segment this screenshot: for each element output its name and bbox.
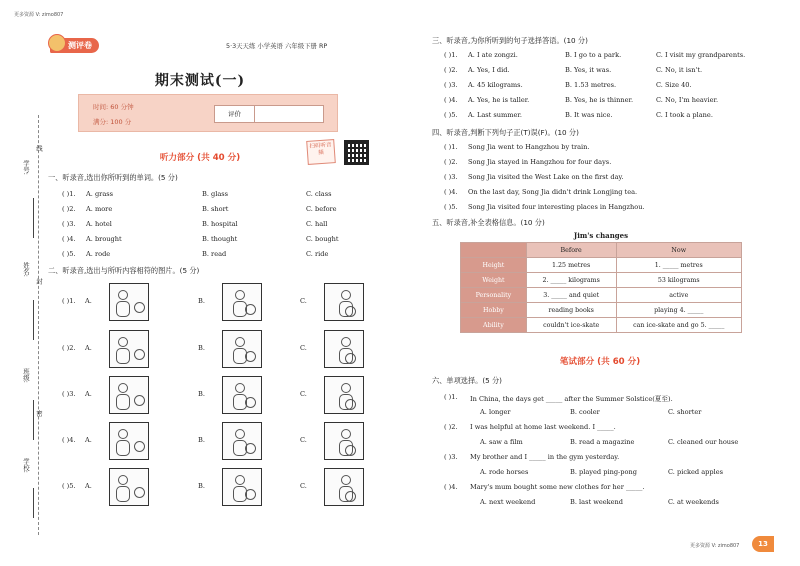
option-b: B. [198, 390, 205, 398]
s3-item [444, 111, 784, 121]
scene-object-icon [134, 487, 145, 498]
option-c: C. [300, 482, 307, 490]
row-label: Height [461, 258, 527, 273]
cell-before[interactable]: 3. _____ and quiet [526, 288, 616, 303]
section-5-heading: 五、听录音,补全表格信息。(10 分) [432, 218, 545, 227]
section-1-heading: 一、听录音,选出你所听到的单词。(5 分) [48, 173, 178, 182]
answer-blank[interactable]: ( )1. [444, 143, 458, 151]
scene-object-icon [345, 353, 356, 364]
side-class-label: 班级: [22, 368, 30, 383]
answer-blank[interactable]: ( )3. [62, 390, 76, 398]
figure-head-icon [235, 337, 245, 347]
cell-now[interactable]: can ice-skate and go 5. _____ [616, 318, 742, 333]
option-b: B. [198, 482, 205, 490]
scene-object-icon [345, 445, 356, 456]
table-header-row [461, 243, 742, 258]
option-c: C. No, it isn't. [656, 66, 703, 74]
s1-item [62, 235, 392, 245]
option-a: A. more [86, 205, 113, 213]
s1-item [62, 190, 392, 200]
option-illustration[interactable] [324, 330, 364, 368]
option-c: C. ride [306, 250, 329, 258]
s6-options [468, 438, 778, 448]
option-illustration[interactable] [324, 468, 364, 506]
option-b: B. played ping-pong [570, 468, 637, 476]
option-c: C. No, I'm heavier. [656, 96, 719, 104]
figure-head-icon [341, 429, 351, 439]
grade-label: 评价 [215, 106, 255, 122]
option-c: C. before [306, 205, 337, 213]
figure-head-icon [235, 429, 245, 439]
s6-options [468, 468, 778, 478]
option-c: C. I visit my grandparents. [656, 51, 746, 59]
option-c: C. [300, 297, 307, 305]
figure-head-icon [235, 290, 245, 300]
s3-item [444, 51, 784, 61]
figure-body-icon [116, 301, 130, 317]
cell-before: 1.25 metres [526, 258, 616, 273]
figure-body-icon [116, 440, 130, 456]
answer-blank[interactable]: ( )3. [444, 81, 458, 89]
side-secret-mark: 密 [35, 410, 43, 417]
s1-item [62, 250, 392, 260]
s6-options [468, 498, 778, 508]
row-label: Ability [461, 318, 527, 333]
figure-body-icon [116, 486, 130, 502]
answer-blank[interactable]: ( )2. [62, 344, 76, 352]
binding-line [38, 115, 39, 535]
option-a: A. rode horses [480, 468, 529, 476]
section-6-heading: 六、单项选择。(5 分) [432, 376, 502, 385]
table-title: Jim's changes [573, 231, 629, 240]
section-2-heading: 二、听录音,选出与所听内容相符的图片。(5 分) [48, 266, 200, 275]
option-b: B. hospital [202, 220, 238, 228]
option-illustration[interactable] [222, 422, 262, 460]
scene-object-icon [345, 491, 356, 502]
option-b: B. Yes, he is thinner. [565, 96, 634, 104]
row-label: Weight [461, 273, 527, 288]
watermark-bottom: 更多资源 V: zimo807 [690, 543, 740, 549]
scene-object-icon [245, 351, 256, 362]
figure-head-icon [341, 290, 351, 300]
side-line-mark: 线 [35, 145, 43, 152]
table-row [461, 273, 742, 288]
answer-blank[interactable]: ( )1. [444, 51, 458, 59]
statement: On the last day, Song Jia didn't drink Longjing tea. [468, 188, 638, 196]
option-illustration[interactable] [109, 422, 149, 460]
grade-box [214, 105, 324, 123]
statement: Song Jia visited the West Lake on the first day. [468, 173, 624, 181]
option-a: A. [85, 297, 92, 305]
option-c: C. cleaned our house [668, 438, 739, 446]
figure-body-icon [116, 394, 130, 410]
option-c: C. class [306, 190, 332, 198]
answer-blank[interactable]: ( )3. [62, 220, 76, 228]
option-a: A. I ate zongzi. [468, 51, 518, 59]
table-row [461, 303, 742, 318]
option-a: A. hotel [86, 220, 112, 228]
option-a: A. [85, 482, 92, 490]
question-text: My brother and I _____ in the gym yesterday. [470, 453, 620, 461]
row-label: Hobby [461, 303, 527, 318]
cell-now[interactable]: 1. _____ metres [616, 258, 742, 273]
side-seal-mark: 封 [35, 278, 43, 285]
scene-object-icon [134, 395, 145, 406]
question-text: In China, the days get _____ after the Summer Solstice(夏至). [470, 395, 673, 403]
option-b: B. I go to a park. [565, 51, 622, 59]
answer-blank[interactable]: ( )1. [62, 190, 76, 198]
answer-blank[interactable]: ( )2. [62, 205, 76, 213]
answer-blank[interactable]: ( )1. [444, 393, 458, 401]
section-4-heading: 四、听录音,判断下列句子正(T)误(F)。(10 分) [432, 128, 579, 137]
side-school-label: 学校: [22, 458, 30, 473]
answer-blank[interactable]: ( )3. [444, 453, 458, 461]
s1-item [62, 205, 392, 215]
figure-head-icon [341, 337, 351, 347]
section-3-heading: 三、听录音,为你所听到的句子选择答语。(10 分) [432, 36, 588, 45]
figure-head-icon [118, 429, 128, 439]
changes-table [460, 242, 742, 333]
info-box [78, 94, 338, 132]
s3-item [444, 96, 784, 106]
figure-head-icon [235, 383, 245, 393]
answer-blank[interactable]: ( )2. [444, 158, 458, 166]
s3-item [444, 66, 784, 76]
question-text: I was helpful at home last weekend. I _____. [470, 423, 616, 431]
scene-object-icon [345, 306, 356, 317]
option-c: C. at weekends [668, 498, 719, 506]
option-illustration[interactable] [222, 330, 262, 368]
audio-seal: 扫码听音频 [306, 139, 336, 165]
option-c: C. Size 40. [656, 81, 692, 89]
cell-now: 53 kilograms [616, 273, 742, 288]
option-c: C. [300, 344, 307, 352]
statement: Song Jia stayed in Hangzhou for four days. [468, 158, 612, 166]
option-a: A. [85, 390, 92, 398]
answer-blank[interactable]: ( )3. [444, 173, 458, 181]
option-b: B. glass [202, 190, 229, 198]
table-row [461, 258, 742, 273]
option-illustration[interactable] [109, 376, 149, 414]
answer-blank[interactable]: ( )4. [444, 96, 458, 104]
figure-head-icon [235, 475, 245, 485]
option-a: A. brought [86, 235, 122, 243]
answer-blank[interactable]: ( )4. [444, 483, 458, 491]
cell-now: active [616, 288, 742, 303]
scene-object-icon [245, 397, 256, 408]
page-title: 期末测试(一) [154, 73, 246, 89]
option-b: B. It was nice. [565, 111, 613, 119]
option-a: A. 45 kilograms. [468, 81, 523, 89]
scene-object-icon [134, 441, 145, 452]
option-c: C. I took a plane. [656, 111, 713, 119]
option-b: B. last weekend [570, 498, 624, 506]
option-b: B. [198, 297, 205, 305]
written-part-heading: 笔试部分 (共 60 分) [559, 357, 641, 367]
answer-blank[interactable]: ( )5. [444, 203, 458, 211]
s1-item [62, 220, 392, 230]
option-illustration[interactable] [109, 330, 149, 368]
option-illustration[interactable] [109, 283, 149, 321]
answer-blank[interactable]: ( )4. [62, 436, 76, 444]
figure-head-icon [341, 383, 351, 393]
option-a: A. [85, 436, 92, 444]
answer-blank[interactable]: ( )2. [444, 66, 458, 74]
option-illustration[interactable] [324, 283, 364, 321]
option-a: A. next weekend [480, 498, 536, 506]
option-illustration[interactable] [222, 283, 262, 321]
badge-label: 测评卷 [50, 38, 99, 53]
answer-blank[interactable]: ( )2. [444, 423, 458, 431]
option-c: C. [300, 436, 307, 444]
s6-options [468, 408, 778, 418]
page-number: 13 [752, 536, 774, 552]
option-a: A. Yes, he is taller. [468, 96, 530, 104]
answer-blank[interactable]: ( )4. [444, 188, 458, 196]
option-b: B. read [202, 250, 227, 258]
option-illustration[interactable] [222, 376, 262, 414]
mascot-icon [48, 34, 66, 52]
figure-body-icon [116, 348, 130, 364]
option-b: B. 1.53 metres. [565, 81, 617, 89]
option-c: C. shorter [668, 408, 702, 416]
badge [50, 38, 99, 53]
s3-item [444, 81, 784, 91]
book-info: 5·3天天练 小学英语 六年级下册 RP [226, 42, 328, 50]
option-illustration[interactable] [222, 468, 262, 506]
cell-before: couldn't ice-skate [526, 318, 616, 333]
option-illustration[interactable] [324, 422, 364, 460]
option-c: C. picked apples [668, 468, 724, 476]
cell-before[interactable]: 2. _____ kilograms [526, 273, 616, 288]
option-a: A. Last summer. [468, 111, 522, 119]
listening-part-heading: 听力部分 (共 40 分) [159, 153, 241, 163]
scene-object-icon [134, 349, 145, 360]
figure-head-icon [118, 383, 128, 393]
answer-blank[interactable]: ( )1. [62, 297, 76, 305]
score-label: 满分: 100 分 [93, 118, 132, 126]
scene-object-icon [245, 443, 256, 454]
option-b: B. [198, 344, 205, 352]
cell-now[interactable]: playing 4. _____ [616, 303, 742, 318]
figure-head-icon [341, 475, 351, 485]
col-now: Now [616, 243, 742, 258]
table-row [461, 288, 742, 303]
watermark-top: 更多资源 V: zimo807 [14, 12, 64, 18]
answer-blank[interactable]: ( )5. [62, 482, 76, 490]
figure-head-icon [118, 475, 128, 485]
row-label: Personality [461, 288, 527, 303]
option-a: A. saw a film [480, 438, 523, 446]
answer-blank[interactable]: ( )5. [62, 250, 76, 258]
cell-before: reading books [526, 303, 616, 318]
option-b: B. thought [202, 235, 238, 243]
option-b: B. short [202, 205, 229, 213]
option-c: C. bought [306, 235, 339, 243]
col-before: Before [526, 243, 616, 258]
option-b: B. Yes, it was. [565, 66, 612, 74]
option-c: C. hall [306, 220, 328, 228]
statement: Song Jia visited four interesting places in Hangzhou. [468, 203, 645, 211]
question-text: Mary's mum bought some new clothes for her _____. [470, 483, 645, 491]
side-id-label: 学号: [22, 160, 30, 175]
option-b: B. read a magazine [570, 438, 635, 446]
side-name-label: 姓名: [22, 262, 30, 277]
option-b: B. [198, 436, 205, 444]
option-a: A. grass [86, 190, 114, 198]
option-a: A. [85, 344, 92, 352]
figure-head-icon [118, 290, 128, 300]
option-illustration[interactable] [324, 376, 364, 414]
table-row [461, 318, 742, 333]
answer-blank[interactable]: ( )5. [444, 111, 458, 119]
statement: Song Jia went to Hangzhou by train. [468, 143, 590, 151]
time-label: 时间: 60 分钟 [93, 103, 134, 111]
answer-blank[interactable]: ( )4. [62, 235, 76, 243]
option-a: A. rode [86, 250, 111, 258]
option-b: B. cooler [570, 408, 600, 416]
scene-object-icon [134, 302, 145, 313]
figure-head-icon [118, 337, 128, 347]
option-c: C. [300, 390, 307, 398]
option-a: A. longer [480, 408, 511, 416]
scene-object-icon [345, 399, 356, 410]
scene-object-icon [245, 489, 256, 500]
option-illustration[interactable] [109, 468, 149, 506]
option-a: A. Yes, I did. [468, 66, 510, 74]
scene-object-icon [245, 304, 256, 315]
